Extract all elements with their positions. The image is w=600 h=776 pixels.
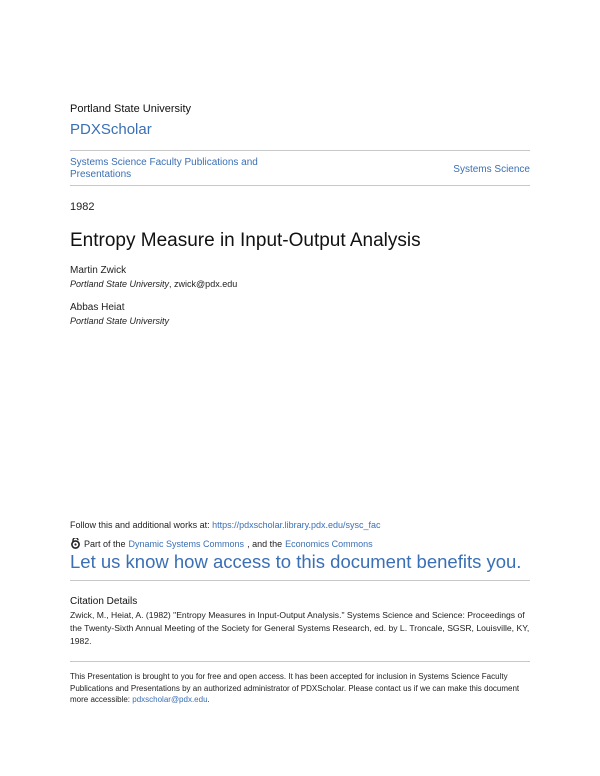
dynamic-systems-commons-link[interactable]: Dynamic Systems Commons [128, 538, 245, 549]
access-notice [70, 671, 530, 706]
contact-email-link[interactable]: pdxscholar@pdx.edu [132, 695, 208, 704]
part-of-middle: , and the [247, 538, 283, 549]
citation-text: Zwick, M., Heiat, A. (1982) "Entropy Measures in Input-Output Analysis." Systems Science and Science: Proceedings of the Twenty-Sixth Annual Meeting of the Society for General Systems Research, ed. by L. Troncale, SGSR, Louisville, KY, 1982. [70, 610, 530, 646]
divider [70, 580, 530, 581]
author-email: , zwick@pdx.edu [169, 279, 238, 289]
author-block [70, 302, 169, 326]
part-of-prefix: Part of the [84, 538, 126, 549]
department-link[interactable]: Systems Science [453, 164, 530, 175]
collection-url-link[interactable]: https://pdxscholar.library.pdx.edu/sysc_fac [212, 520, 381, 530]
citation-heading: Citation Details [70, 596, 138, 607]
part-of-line [70, 538, 373, 549]
author-block [70, 265, 237, 289]
feedback-link[interactable]: Let us know how access to this document benefits you. [70, 551, 522, 572]
paper-title: Entropy Measure in Input-Output Analysis [70, 230, 421, 251]
notice-text: This Presentation is brought to you for free and open access. It has been accepted for inclusion in Systems Science Faculty Publications and Presentations by an authorized administrator of PDXScholar. Please contact us if we can make this document more accessible: [70, 672, 520, 704]
divider [70, 150, 530, 151]
author-affiliation: Portland State University [70, 279, 170, 289]
follow-prefix: Follow this and additional works at: [70, 520, 213, 530]
institution-name: Portland State University [70, 103, 192, 115]
publication-year: 1982 [70, 201, 95, 213]
divider [70, 185, 530, 186]
author-name: Abbas Heiat [70, 302, 125, 313]
notice-end: . [207, 695, 210, 704]
follow-line [70, 520, 381, 530]
repository-link[interactable]: PDXScholar [70, 121, 152, 138]
open-access-icon [70, 538, 81, 549]
divider [70, 661, 530, 662]
economics-commons-link[interactable]: Economics Commons [285, 538, 373, 549]
collection-link[interactable]: Systems Science Faculty Publications and Presentations [70, 157, 258, 180]
author-name: Martin Zwick [70, 265, 127, 276]
author-affiliation: Portland State University [70, 316, 170, 326]
author-details [70, 279, 237, 289]
